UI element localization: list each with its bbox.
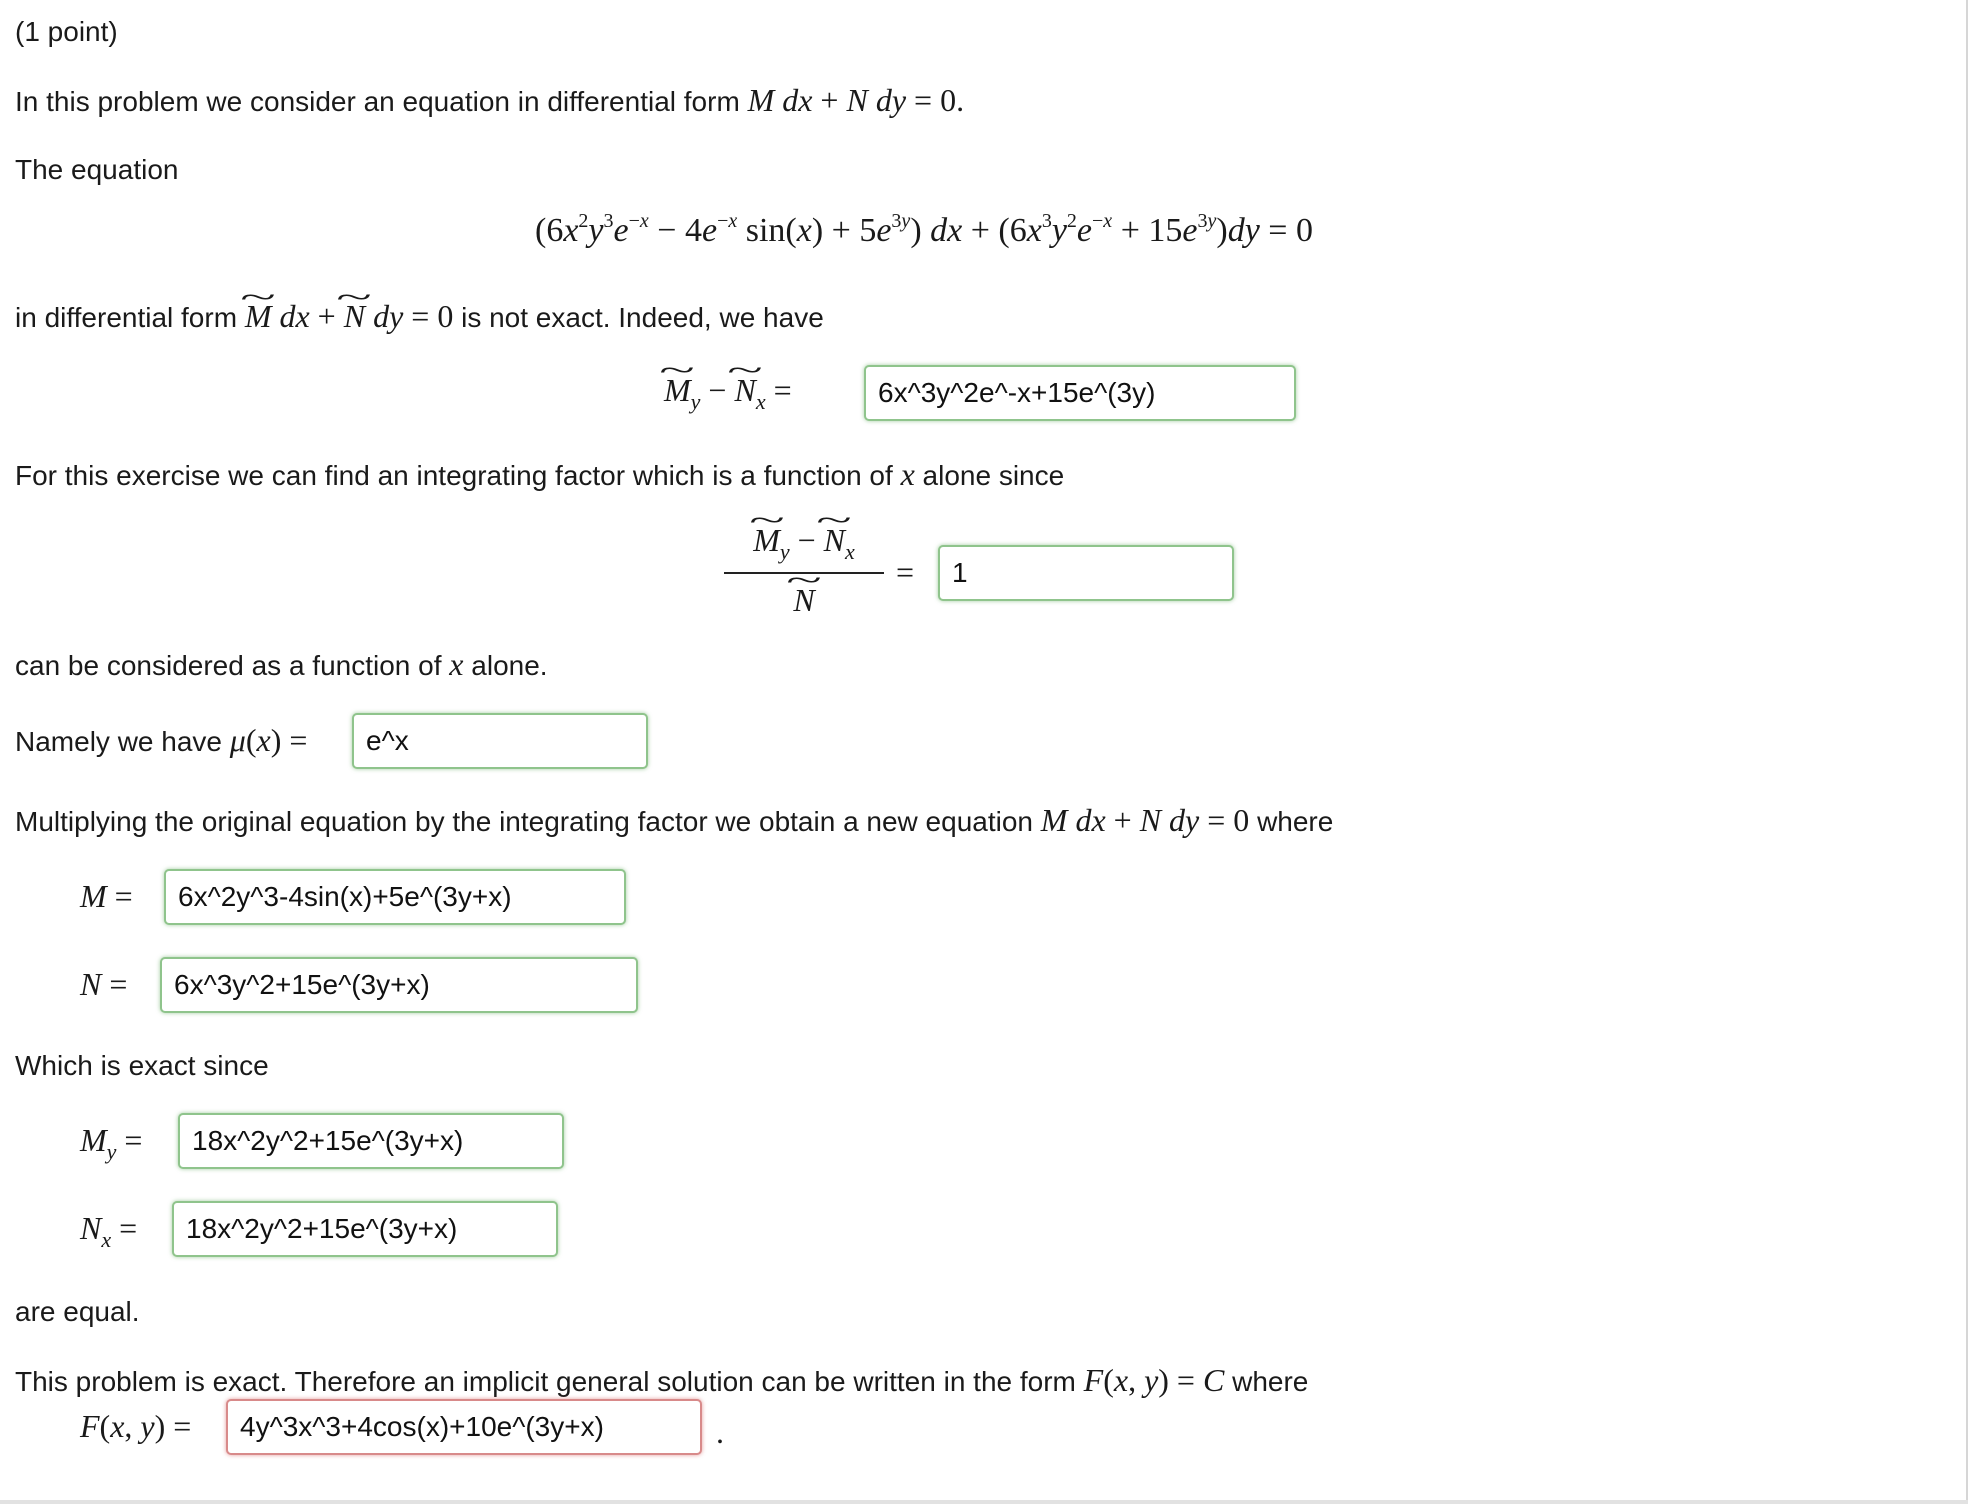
n-label: N = [80, 966, 128, 1002]
which-exact-text: Which is exact since [15, 1050, 269, 1081]
considered-text: can be considered as a function of x alone. [15, 646, 548, 682]
ratio-numerator: ~ $M_y$ − ~ $N_x$ [724, 522, 884, 559]
equation-label: The equation [15, 154, 179, 185]
nx-label: $N_x$ = [80, 1210, 138, 1252]
f-label: F(x, y) = [80, 1408, 192, 1444]
m-label: M = [80, 878, 133, 914]
my-minus-nx-input[interactable]: 6x^3y^2e^-x+15e^(3y) [864, 365, 1296, 421]
original-equation: ($6x^2y^3e^{-x} - 4e^{-x}$ $\sin(x) + 5e^{3y}$) dx + $(6x^3y^2e^{-x} + 15e^{3y})dy = 0$ [535, 210, 1313, 249]
are-equal-text: are equal. [15, 1296, 140, 1327]
intro-math: M dx + N dy = 0. [747, 82, 965, 118]
exact-form-text: This problem is exact. Therefore an implicit general solution can be written in the form F(x, y) = C where [15, 1362, 1309, 1398]
my-minus-nx-label: ~ $M_y$ − ~ $N_x$ = [664, 372, 792, 409]
my-label: $M_y$ = [80, 1122, 143, 1164]
points-label: (1 point) [15, 16, 118, 47]
integrating-factor-text: For this exercise we can find an integrating factor which is a function of x alone since [15, 456, 1065, 492]
f-input[interactable]: 4y^3x^3+4cos(x)+10e^(3y+x) [226, 1399, 702, 1455]
nx-input[interactable]: 18x^2y^2+15e^(3y+x) [172, 1201, 558, 1257]
bottom-border [0, 1500, 1968, 1504]
m-input[interactable]: 6x^2y^3-4sin(x)+5e^(3y+x) [164, 869, 626, 925]
multiplying-text: Multiplying the original equation by the integrating factor we obtain a new equation M dx + N dy = 0 where [15, 802, 1334, 838]
intro-text: In this problem we consider an equation in differential form M dx + N dy = 0. [15, 82, 965, 118]
ratio-equals: = [896, 554, 915, 590]
namely-text: Namely we have μ(x) = [15, 722, 308, 758]
f-period: . [716, 1414, 724, 1450]
not-exact-text: in differential form ~ M dx + ~ N dy = 0 is not exact. Indeed, we have [15, 298, 824, 336]
n-input[interactable]: 6x^3y^2+15e^(3y+x) [160, 957, 638, 1013]
ratio-input[interactable]: 1 [938, 545, 1234, 601]
my-input[interactable]: 18x^2y^2+15e^(3y+x) [178, 1113, 564, 1169]
ratio-denominator: ~ N [724, 582, 884, 619]
mu-input[interactable]: e^x [352, 713, 648, 769]
